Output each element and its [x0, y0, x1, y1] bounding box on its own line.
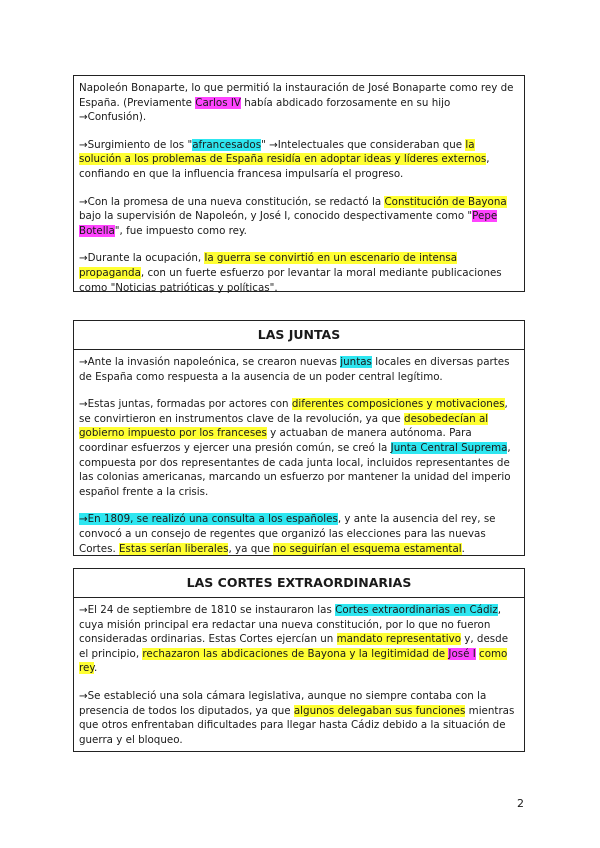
- juntas-section: [73, 320, 525, 556]
- text-run: y actuaban de manera autónoma. Para coordinar esfuerzos y ejercer una presión común, se creó la: [79, 427, 472, 454]
- paragraph: [79, 195, 519, 239]
- highlighted-text: algunos delegaban sus funciones: [293, 704, 466, 717]
- highlighted-text: Constitución de Bayona: [384, 195, 507, 208]
- highlighted-text: la guerra se convirtió en un escenario de intensa propaganda: [79, 252, 458, 279]
- text-run: →Estas juntas, formadas por actores con: [79, 398, 292, 411]
- text-run: , se convirtieron en instrumentos clave de la revolución, ya que: [79, 398, 508, 425]
- cortes-section: [73, 568, 525, 752]
- text-run: , cuya misión principal era redactar una nueva constitución, por lo que no fueron consideradas ordinarias. Estas Cortes ejercían un: [79, 604, 502, 646]
- highlighted-text: Carlos IV: [195, 96, 241, 109]
- text-run: , y ante la ausencia del rey, se convocó a un consejo de regentes que organizó las elecciones para las nuevas Cortes.: [79, 513, 496, 555]
- napoleon-section-body: [74, 76, 524, 299]
- text-run: bajo la supervisión de Napoleón, y José I, conocido despectivamente como ": [79, 210, 473, 223]
- paragraph: [79, 603, 519, 676]
- text-run: , confiando en que la influencia francesa impulsaría el progreso.: [79, 153, 490, 180]
- text-run: , con un fuerte esfuerzo por levantar la moral mediante publicaciones como "Noticias patrióticas y políticas".: [79, 266, 502, 294]
- paragraph: [79, 397, 519, 499]
- text-run: →Con la promesa de una nueva constitución, se redactó la: [79, 195, 385, 208]
- highlighted-text: diferentes composiciones y motivaciones: [291, 398, 505, 411]
- text-run: →Surgimiento de los ": [79, 138, 193, 151]
- text-run: →Se estableció una sola cámara legislativa, aunque no siempre contaba con la presencia de todos los diputados, ya que: [79, 689, 487, 717]
- text-run: Napoleón Bonaparte, lo que permitió la instauración de José Bonaparte como rey de España. (Previamente: [79, 82, 514, 109]
- paragraph: [79, 355, 519, 384]
- text-run: →Durante la ocupación,: [79, 252, 205, 265]
- text-run: .: [93, 662, 98, 675]
- text-run: locales en diversas partes de España como respuesta a la ausencia de un poder central legítimo.: [79, 356, 510, 383]
- text-run: mientras que otros enfrentaban dificultades para llegar hasta Cádiz debido a la situación de guerra y el bloqueo.: [79, 704, 515, 746]
- highlighted-text: afrancesados: [192, 138, 262, 151]
- cortes-section-body: [74, 598, 524, 751]
- highlighted-text: como rey: [79, 647, 508, 675]
- text-run: había abdicado forzosamente en su hijo →Confusión).: [79, 96, 451, 124]
- highlighted-text: Pepe Botella: [79, 210, 498, 237]
- text-run: →El 24 de septiembre de 1810 se instauraron las: [79, 604, 336, 616]
- paragraph: [79, 512, 519, 556]
- highlighted-text: rechazaron las abdicaciones de Bayona y la legitimidad de: [142, 647, 449, 660]
- juntas-section-body: [74, 350, 524, 560]
- text-run: .: [461, 542, 465, 555]
- text-run: , compuesta por dos representantes de cada junta local, incluidos representantes de las colonias americanas, marcando un esfuerzo por mantener la unidad del imperio español frente a la crisis.: [79, 441, 511, 498]
- juntas-title: LAS JUNTAS: [74, 321, 524, 350]
- text-run: →Ante la invasión napoleónica, se crearon nuevas: [79, 356, 341, 368]
- highlighted-text: José I: [448, 647, 476, 660]
- paragraph: [79, 689, 519, 747]
- page-number: 2: [517, 797, 524, 810]
- highlighted-text: juntas: [340, 356, 372, 368]
- text-run: ", fue impuesto como rey.: [114, 224, 247, 237]
- text-run: y, desde el principio,: [79, 633, 509, 660]
- highlighted-text: Cortes extraordinarias en Cádiz: [335, 604, 498, 616]
- highlighted-text: mandato representativo: [336, 633, 462, 646]
- text-run: " →Intelectuales que consideraban que: [261, 138, 466, 151]
- highlighted-text: →En 1809, se realizó una consulta a los españoles: [79, 513, 338, 526]
- cortes-title: LAS CORTES EXTRAORDINARIAS: [74, 569, 524, 598]
- highlighted-text: Estas serían liberales: [119, 542, 229, 555]
- highlighted-text: Junta Central Suprema: [390, 441, 508, 454]
- text-run: , ya que: [228, 542, 274, 555]
- paragraph: [79, 81, 519, 125]
- highlighted-text: desobedecían al gobierno impuesto por los franceses: [79, 412, 489, 440]
- highlighted-text: no seguirían el esquema estamental: [273, 542, 462, 555]
- highlighted-text: la solución a los problemas de España residía en adoptar ideas y líderes externos: [79, 138, 487, 166]
- paragraph: [79, 138, 519, 182]
- paragraph: [79, 251, 519, 295]
- napoleon-section: [73, 75, 525, 292]
